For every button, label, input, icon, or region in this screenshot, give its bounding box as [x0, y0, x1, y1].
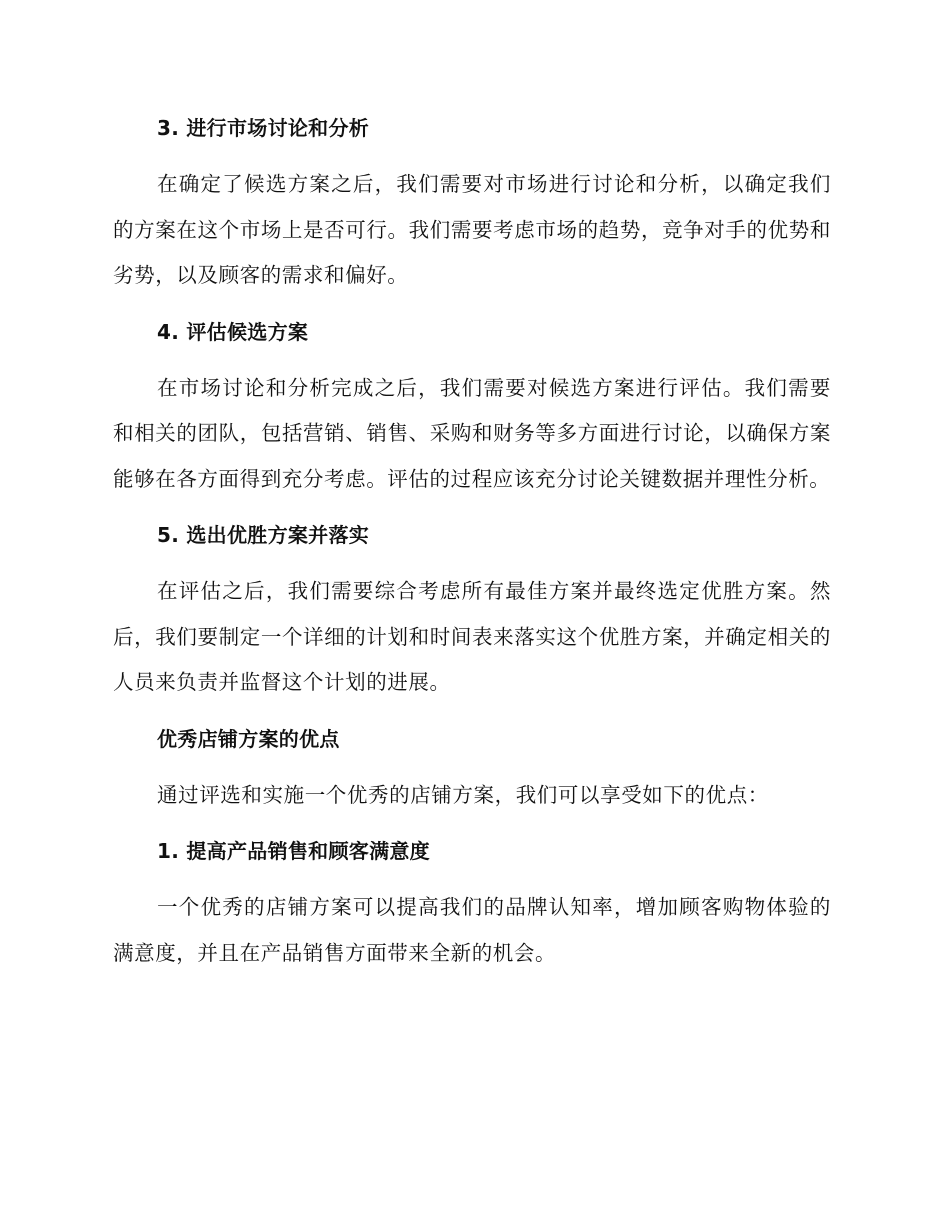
section-paragraph-market-analysis: 在确定了候选方案之后，我们需要对市场进行讨论和分析，以确定我们的方案在这个市场上是否可行。我们需要考虑市场的趋势，竞争对手的优势和劣势，以及顾客的需求和偏好。 — [113, 172, 831, 287]
document-page — [113, 112, 831, 993]
section-heading-market-analysis: 3. 进行市场讨论和分析 — [157, 116, 370, 140]
section-paragraph-sales-satisfaction: 一个优秀的店铺方案可以提高我们的品牌认知率，增加顾客购物体验的满意度，并且在产品销售方面带来全新的机会。 — [113, 895, 831, 965]
section-heading-evaluate-candidates: 4. 评估候选方案 — [157, 319, 309, 344]
section-heading-advantages: 优秀店铺方案的优点 — [157, 726, 340, 751]
section-paragraph-advantages-intro: 通过评选和实施一个优秀的店铺方案，我们可以享受如下的优点： — [157, 782, 769, 807]
section-paragraph-select-winner: 在评估之后，我们需要综合考虑所有最佳方案并最终选定优胜方案。然后，我们要制定一个详细的计划和时间表来落实这个优胜方案，并确定相关的人员来负责并监督这个计划的进展。 — [113, 579, 831, 694]
section-paragraph-evaluate-candidates: 在市场讨论和分析完成之后，我们需要对候选方案进行评估。我们需要和相关的团队，包括营销、销售、采购和财务等多方面进行讨论，以确保方案能够在各方面得到充分考虑。评估的过程应该充分讨论关键数据并理性分析。 — [113, 375, 831, 491]
section-heading-sales-satisfaction: 1. 提高产品销售和顾客满意度 — [157, 839, 430, 863]
section-heading-select-winner: 5. 选出优胜方案并落实 — [157, 523, 370, 547]
